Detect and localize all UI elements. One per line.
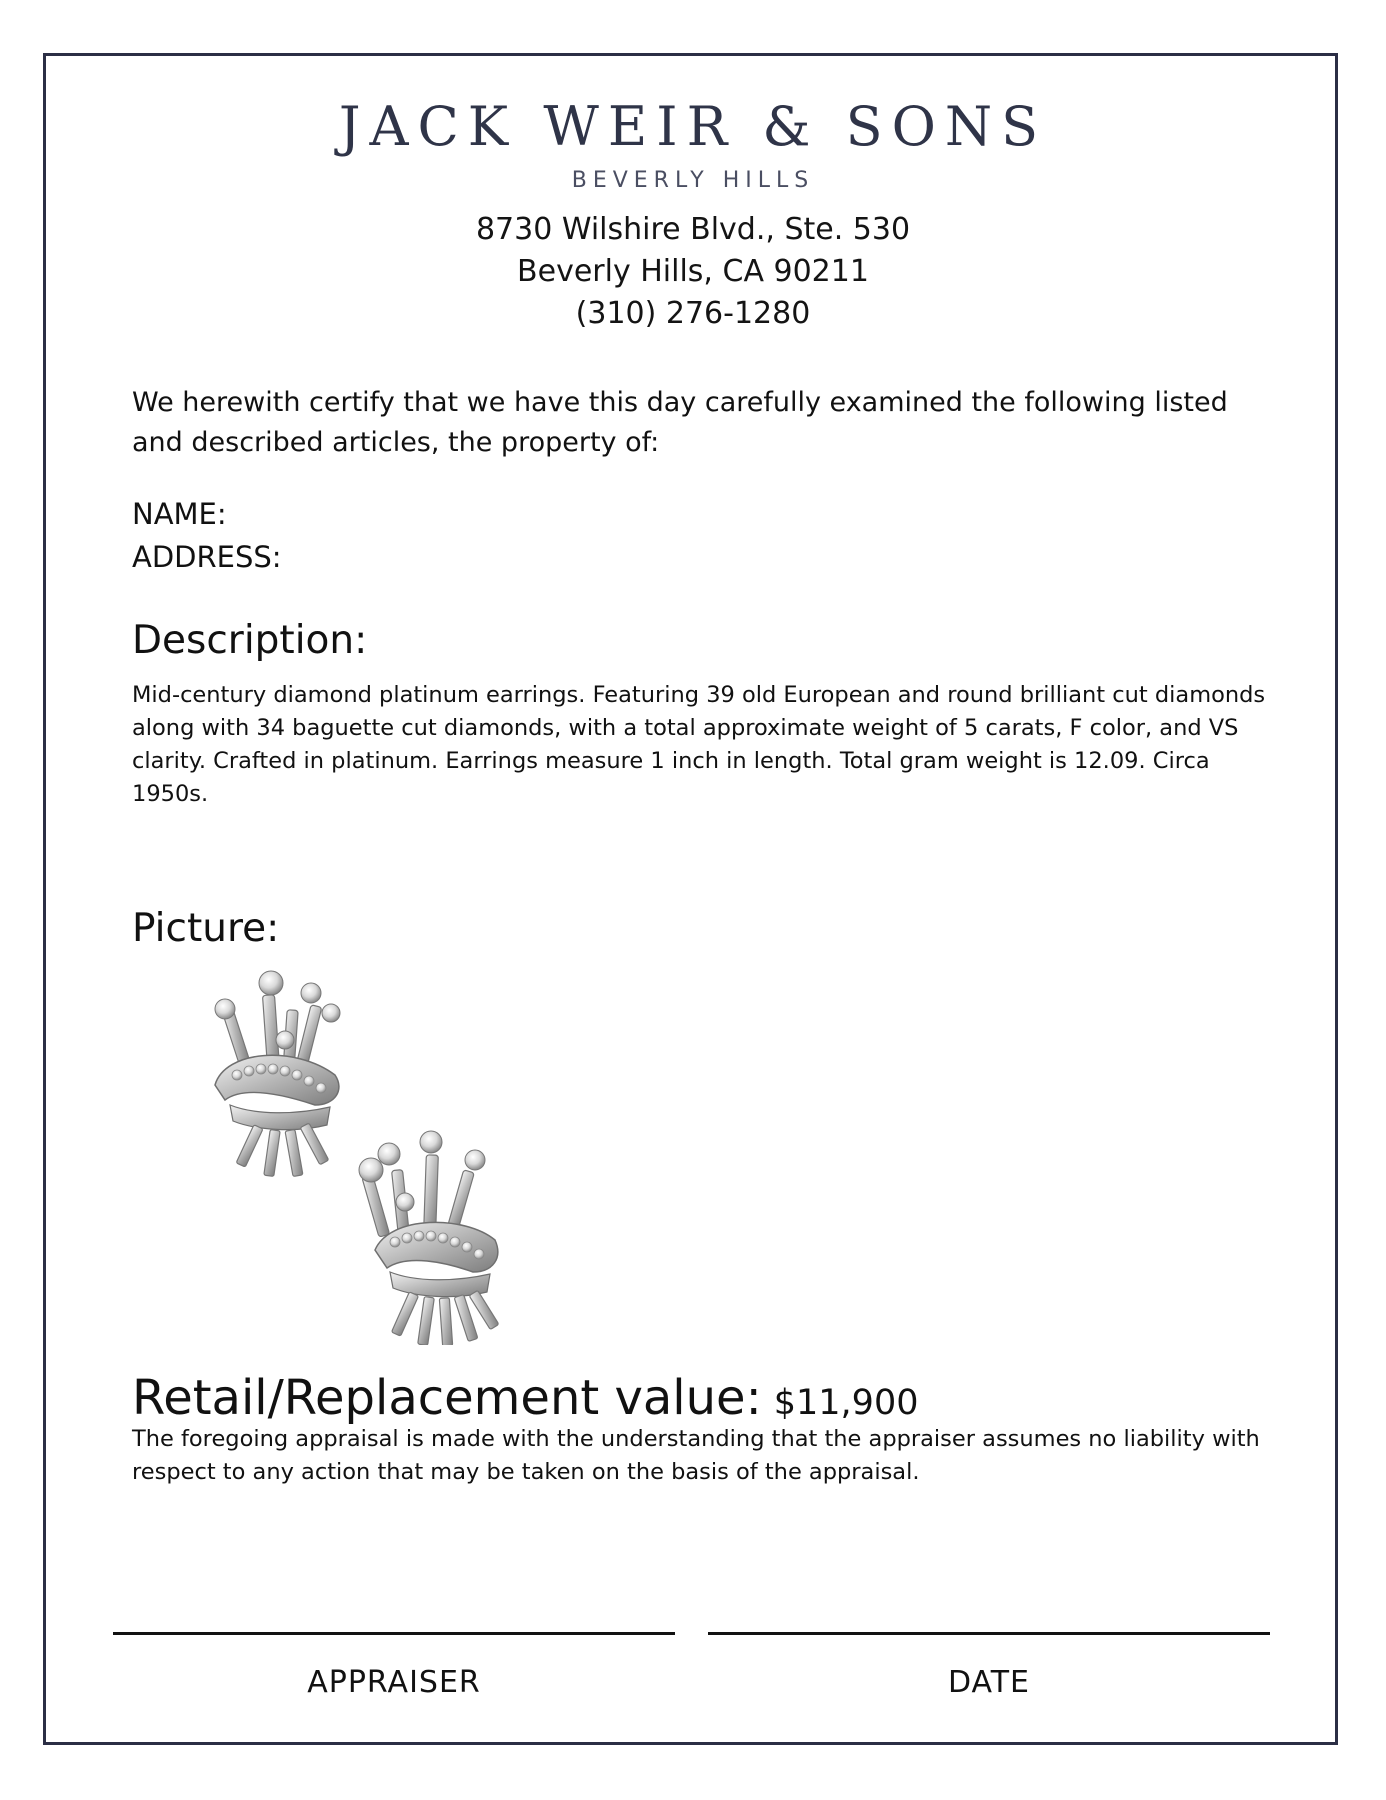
address-label: ADDRESS: [132,540,282,574]
brand-name: JACK WEIR & SONS [338,95,1048,158]
earring-right [359,1131,499,1345]
earrings-photo [185,965,555,1345]
phone-number: (310) 276-1280 [575,296,811,331]
retail-value-amount: $11,900 [773,1383,919,1423]
brand-subtitle: BEVERLY HILLS [571,168,815,193]
date-signature-line[interactable] [708,1632,1270,1635]
date-label: DATE [947,1665,1031,1700]
address-line-2: Beverly Hills, CA 90211 [517,254,869,289]
appraisal-disclaimer: The foregoing appraisal is made with the understanding that the appraiser assumes no liability with respect to any action that may be taken on the basis of the appraisal. [132,1426,1260,1485]
name-label: NAME: [132,497,227,531]
picture-heading: Picture: [132,906,280,951]
store-address [0,209,1386,335]
appraiser-label: APPRAISER [307,1665,481,1700]
description-text: Mid-century diamond platinum earrings. Featuring 39 old European and round brilliant cut diamonds along with 34 baguette cut diamonds, with a total approximate weight of 5 carats, F color, and VS clarity. Crafted in platinum. Earrings measure 1 inch in length. Total gram weight is 12.09. Circa 1950s. [132,682,1266,807]
description-heading: Description: [132,618,368,663]
retail-value-label: Retail/Replacement value: [132,1370,762,1426]
certification-intro: We herewith certify that we have this day carefully examined the following listed and described articles, the property of: [132,387,1228,458]
earring-left [215,971,340,1177]
address-line-1: 8730 Wilshire Blvd., Ste. 530 [475,212,911,247]
appraiser-signature-line[interactable] [113,1632,675,1635]
